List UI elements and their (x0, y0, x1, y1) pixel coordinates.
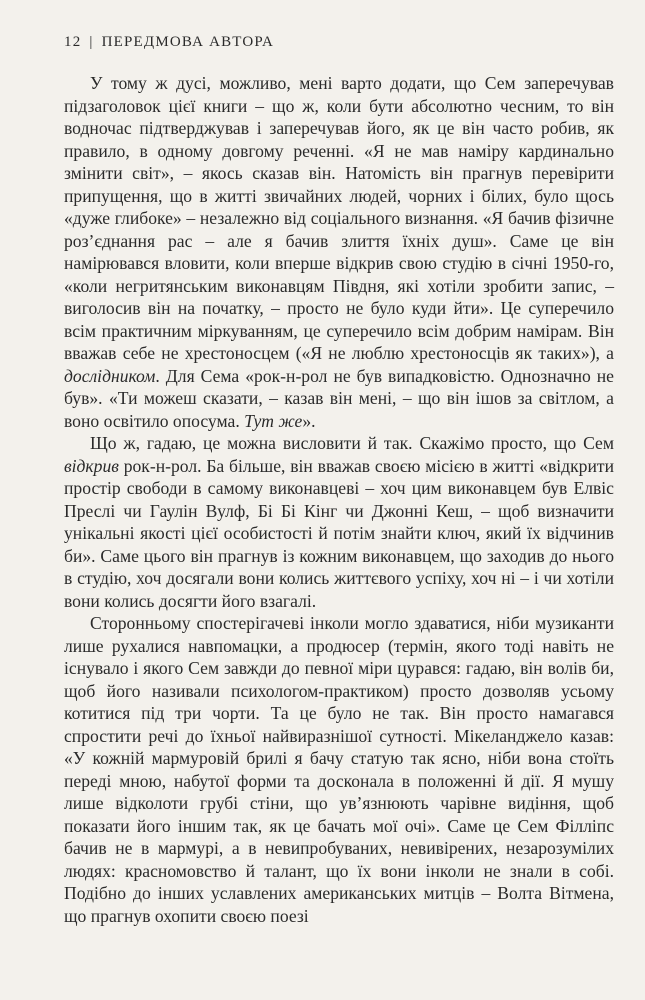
header-separator: | (89, 34, 94, 50)
running-title: ПЕРЕДМОВА АВТОРА (101, 34, 275, 50)
paragraph (64, 72, 614, 432)
text-run: Що ж, гадаю, це можна висловити й так. Скажімо просто, що Сем (90, 433, 614, 453)
italic-text: дослідником (64, 365, 156, 386)
text-run: рок-н-рол. Ба більше, він вважав своєю місією в житті «відкрити простір свободи в самому виконавцеві – хоч цим виконавцем був Елвіс Преслі чи Гаулін Вулф, Бі Бі Кінг чи Джонні Кеш, – щоб визначити унікальні якості цієї особистості й потім знайти ключ, який їх відчинив би». Саме цього він прагнув із кожним виконавцем, що заходив до нього в студію, хоч досягали вони колись життєвого успіху, хоч ні – і чи хотіли вони колись досягти його взагалі. (64, 455, 614, 611)
page-number: 12 (64, 34, 82, 50)
body-text (64, 72, 614, 927)
text-run: ». (302, 410, 316, 431)
text-run: . Для Сема «рок-н-рол не був випадковістю. Однозначно не був». «Ти можеш сказати, – казав він мені, – що він ішов за світлом, а воно освітило опосума. (64, 365, 614, 431)
italic-text: Тут же (244, 410, 303, 431)
italic-text: відкрив (64, 455, 119, 476)
paragraph (64, 612, 614, 927)
running-header (64, 34, 274, 51)
text-run: Сторонньому спостерігачеві інколи могло здаватися, ніби музиканти лише рухалися навпомацки, а продюсер (термін, якого тоді навіть не існувало і якого Сем завжди до певної міри цурався: гадаю, він волів би, щоб його називали психологом-практиком) просто дозволяв усьому котитися під три чорти. Та це було не так. Він просто намагався спростити речі до їхньої найвиразнішої сутності. Мікеланджело казав: «У кожній мармуровій брилі я бачу статую так ясно, ніби вона стоїть переді мною, набутої форми та досконала в положенні й дії. Я мушу лише відколоти грубі стіни, що ув’язнюють чарівне видіння, щоб показати його іншим так, як це бачать мої очі». Саме це Сем Філліпс бачив не в мармурі, а в невипробуваних, невивірених, незарозумілих людях: красномовство й талант, що їх вони інколи не знали в собі. Подібно до інших уславлених американських митців – Волта Вітмена, що прагнув охопити своєю поезі (64, 613, 614, 926)
text-run: У тому ж дусі, можливо, мені варто додати, що Сем заперечував підзаголовок цієї книги – що ж, коли бути абсолютно чесним, то він водночас підтверджував і заперечував його, як це він часто робив, як правило, в одному довгому реченні. «Я не мав наміру кардинально змінити світ», – якось сказав він. Натомість він прагнув перевірити припущення, що в житті звичайних людей, чорних і білих, було щось «дуже глибоке» – незалежно від соціального визнання. «Я бачив фізичне роз’єднання рас – але я бачив злиття їхніх душ». Саме це він намірювався вловити, коли вперше відкрив свою студію в січні 1950-го, «коли негритянським виконавцям Півдня, які хотіли зробити запис, – виголосив він на початку, – просто не було куди йти». Це суперечило всім практичним міркуванням, це суперечило всім добрим намірам. Він вважав себе не хрестоносцем («Я не люблю хрестоносців як таких»), а (64, 73, 614, 363)
paragraph (64, 432, 614, 612)
